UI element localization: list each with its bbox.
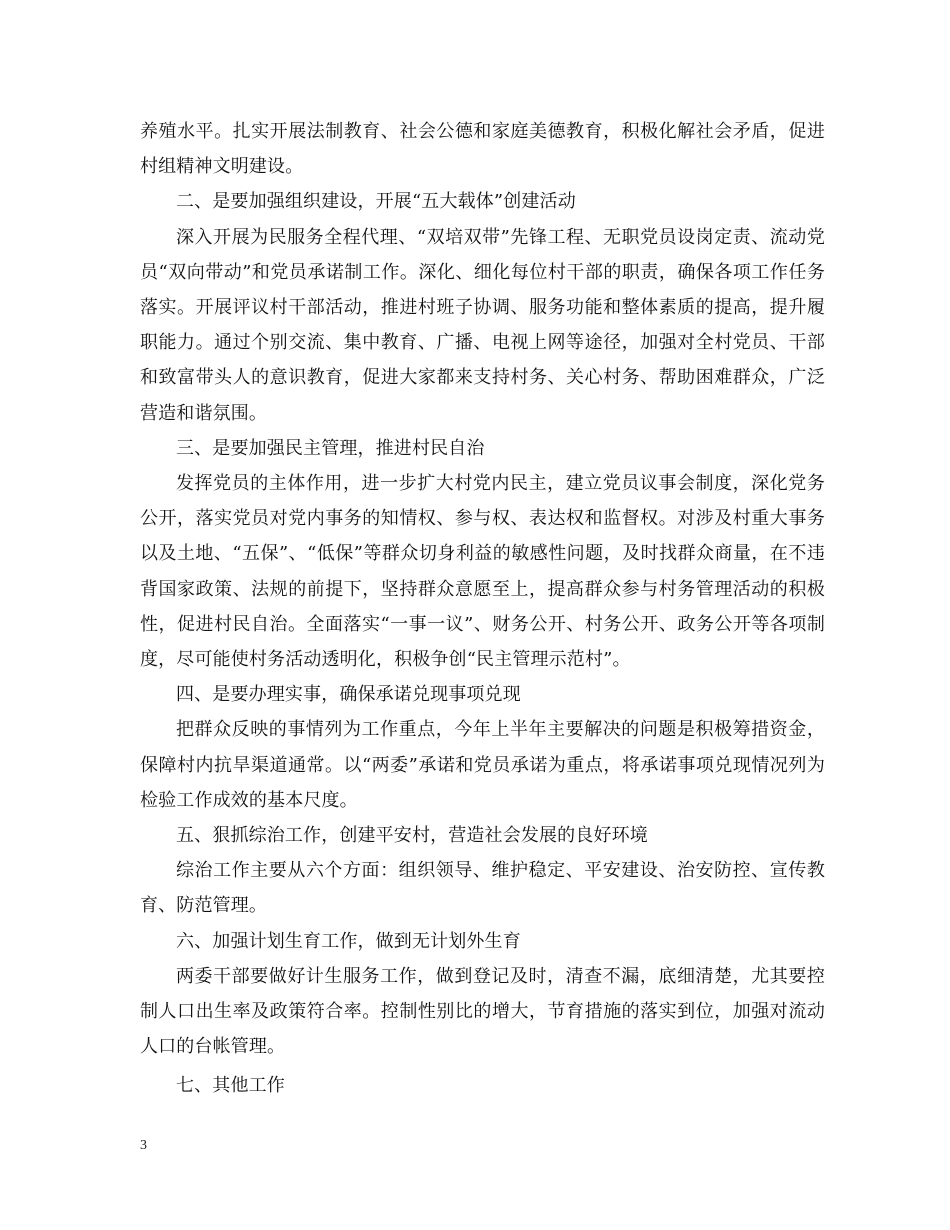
paragraph-section-4: 把群众反映的事情列为工作重点，今年上半年主要解决的问题是积极筹措资金，保障村内抗旱渠道通常。以“两委”承诺和党员承诺为重点，将承诺事项兑现情况列为检验工作成效的基本尺度。 xyxy=(140,719,825,811)
paragraph-section-6: 两委干部要做好计生服务工作，做到登记及时，清查不漏，底细清楚，尤其要控制人口出生率及政策符合率。控制性别比的增大，节育措施的落实到位，加强对流动人口的台帐管理。 xyxy=(140,965,825,1058)
section-heading-4: 四、是要办理实事，确保承诺兑现事项兑现 xyxy=(176,684,521,706)
page-number: 3 xyxy=(140,1138,147,1153)
document-body xyxy=(140,114,825,1104)
paragraph-section-5: 综治工作主要从六个方面：组织领导、维护稳定、平安建设、治安防控、宣传教育、防范管理。 xyxy=(140,860,825,917)
section-heading-6: 六、加强计划生育工作，做到无计划外生育 xyxy=(176,930,521,952)
section-heading-2: 二、是要加强组织建设，开展“五大载体”创建活动 xyxy=(176,191,576,213)
paragraph-section-2: 深入开展为民服务全程代理、“双培双带”先锋工程、无职党员设岗定责、流动党员“双向带动”和党员承诺制工作。深化、细化每位村干部的职责，确保各项工作任务落实。开展评议村干部活动，推进村班子协调、服务功能和整体素质的提高，提升履职能力。通过个别交流、集中教育、广播、电视上网等途径，加强对全村党员、干部和致富带头人的意识教育，促进大家都来支持村务、关心村务、帮助困难群众，广泛营造和谐氛围。 xyxy=(140,226,825,424)
section-heading-3: 三、是要加强民主管理，推进村民自治 xyxy=(176,437,485,459)
section-heading-7: 七、其他工作 xyxy=(176,1075,285,1097)
section-heading-5: 五、狠抓综治工作，创建平安村，营造社会发展的良好环境 xyxy=(176,825,648,847)
paragraph-continued: 养殖水平。扎实开展法制教育、社会公德和家庭美德教育，积极化解社会矛盾，促进村组精神文明建设。 xyxy=(140,121,825,178)
paragraph-section-3: 发挥党员的主体作用，进一步扩大村党内民主，建立党员议事会制度，深化党务公开，落实党员对党内事务的知情权、参与权、表达权和监督权。对涉及村重大事务以及土地、“五保”、“低保”等群众切身利益的敏感性问题，及时找群众商量，在不违背国家政策、法规的前提下，坚持群众意愿至上，提高群众参与村务管理活动的积极性，促进村民自治。全面落实“一事一议”、财务公开、村务公开、政务公开等各项制度，尽可能使村务活动透明化，积极争创“民主管理示范村”。 xyxy=(140,473,825,671)
